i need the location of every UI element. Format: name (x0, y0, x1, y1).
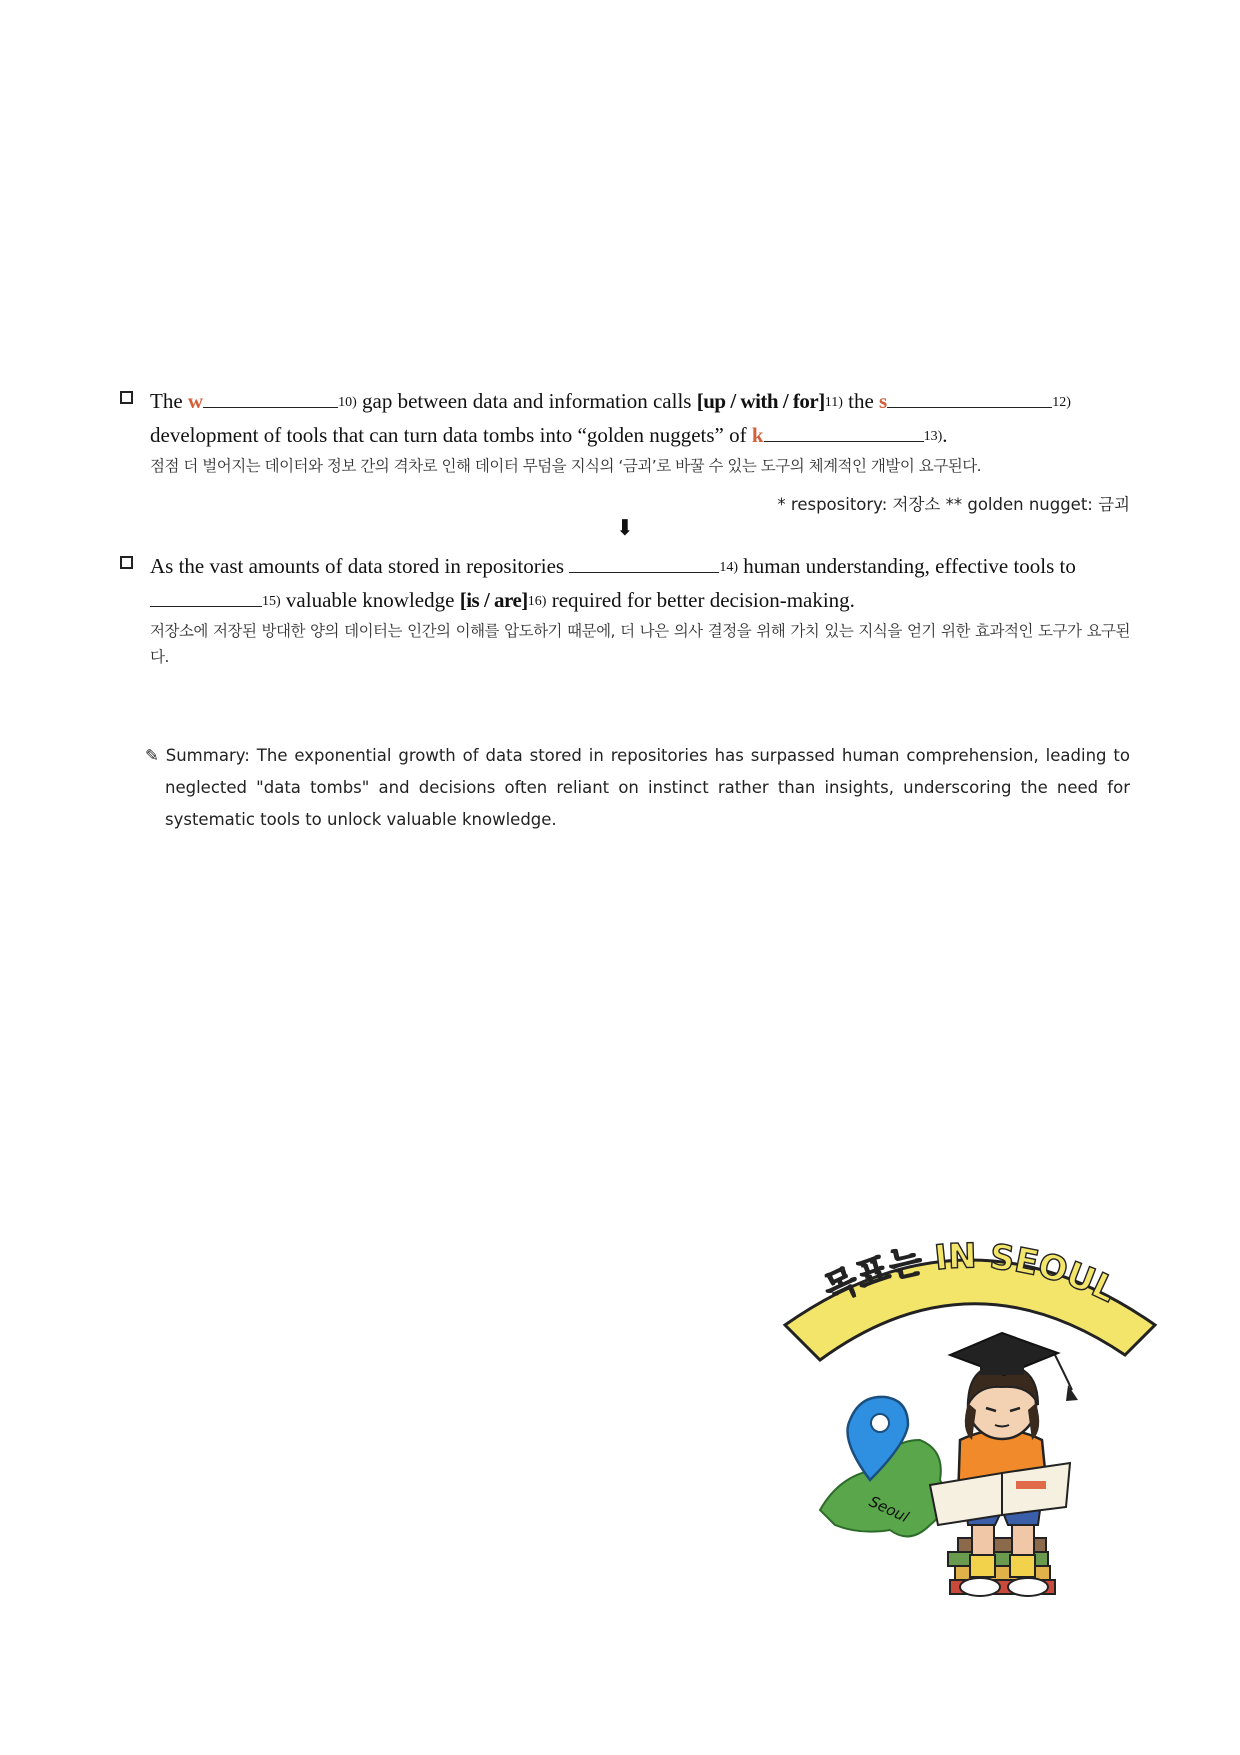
text-segment: development of tools that can turn data tombs into “golden nuggets” of (150, 423, 752, 447)
blank-10[interactable] (203, 391, 338, 408)
blank-15[interactable] (150, 590, 262, 607)
question-1-sentence (150, 385, 1130, 453)
blank-14[interactable] (569, 556, 719, 573)
blank-number-13: 13) (923, 429, 943, 444)
question-1-translation: 점점 더 벌어지는 데이터와 정보 간의 격차로 인해 데이터 무덤을 지식의 ‘금괴’로 바꿀 수 있는 도구의 체계적인 개발이 요구된다. (150, 457, 982, 475)
hint-letter-s: s (879, 389, 888, 413)
blank-number-11: 11) (824, 395, 843, 410)
vocabulary-note: * respository: 저장소 ** golden nugget: 금괴 (777, 495, 1130, 514)
text-segment: gap between data and information calls (356, 389, 697, 413)
question-1 (120, 385, 1130, 543)
down-arrow-icon: ⬇ (615, 515, 635, 540)
mascot-illustration (780, 1225, 1160, 1645)
choice-16[interactable]: [is / are] (459, 588, 528, 612)
text-segment: human understanding, effective tools to (738, 554, 1076, 578)
text-segment: As the vast amounts of data stored in repositories (150, 554, 570, 578)
choice-11[interactable]: [up / with / for] (696, 389, 825, 413)
blank-number-16: 16) (527, 594, 547, 609)
checkbox-icon[interactable] (120, 391, 133, 404)
checkbox-icon[interactable] (120, 556, 133, 569)
text-segment: the (842, 389, 880, 413)
summary: ✎ Summary: The exponential growth of data stored in repositories has surpassed human comprehension, leading to neglected "data tombs" and decisions often reliant on instinct rather than insights, underscoring the need for systematic tools to unlock valuable knowledge. (145, 746, 1130, 829)
banner (785, 1236, 1155, 1360)
question-2-translation: 저장소에 저장된 방대한 양의 데이터는 인간의 이해를 압도하기 때문에, 더 나은 의사 결정을 위해 가치 있는 지식을 얻기 위한 효과적인 도구가 요구된다. (150, 622, 1130, 666)
question-2-sentence (150, 550, 1130, 618)
pin-label: Seoul (866, 1492, 912, 1527)
blank-12[interactable] (887, 391, 1052, 408)
text-segment: valuable knowledge (280, 588, 460, 612)
text-segment: . (942, 423, 948, 447)
blank-number-12: 12) (1052, 395, 1071, 410)
text-segment: required for better decision-making. (546, 588, 855, 612)
blank-number-10: 10) (338, 395, 357, 410)
hint-letter-k: k (751, 423, 764, 447)
blank-number-15: 15) (262, 594, 281, 609)
blank-number-14: 14) (719, 560, 739, 575)
text-segment: The (150, 389, 188, 413)
hint-letter-w: w (187, 389, 204, 413)
blank-13[interactable] (764, 425, 924, 442)
banner-text: 목표는 IN SEOUL (818, 1236, 1123, 1311)
question-2 (120, 550, 1130, 670)
